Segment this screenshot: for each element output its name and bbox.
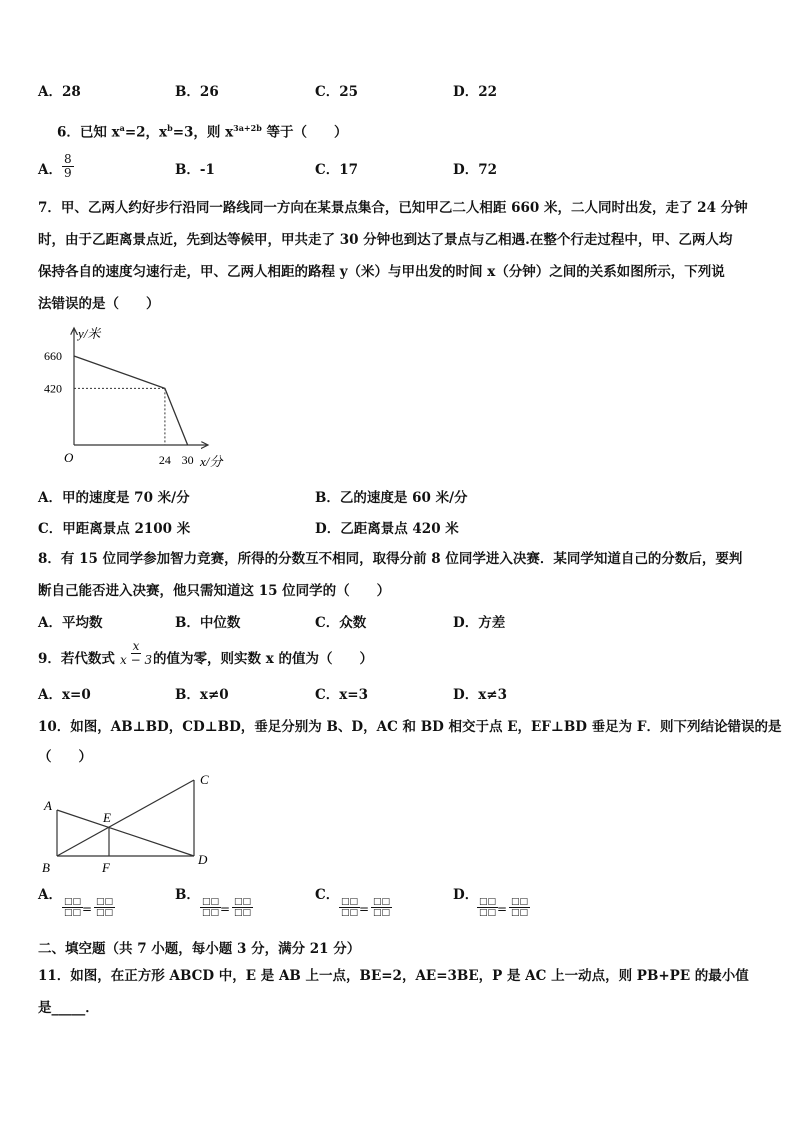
q7-line-series <box>74 356 188 445</box>
q5-option-a: A．28 <box>38 84 81 100</box>
q10-label-f: F <box>102 860 110 875</box>
q7-option-a: A．甲的速度是 70 米/分 <box>38 490 190 506</box>
q7-option-b: B．乙的速度是 60 米/分 <box>315 490 468 506</box>
q9-option-b: B．x≠0 <box>175 687 229 703</box>
q10-option-d-eq: = <box>497 902 508 916</box>
q7-line-3: 保持各自的速度匀速行走，甲、乙两人相距的路程 y（米）与甲出发的时间 x（分钟）之间的关系如图所示，下列说 <box>38 264 725 280</box>
q5-option-c: C．25 <box>315 84 359 100</box>
q7-y-tick-420: 420 <box>44 381 62 396</box>
q6-option-d: D．72 <box>453 162 497 178</box>
q7-option-c: C．甲距离景点 2100 米 <box>38 521 191 537</box>
q6-option-b: B．-1 <box>175 162 215 178</box>
q10-option-a-label: A． <box>38 887 62 903</box>
q10-option-c-eq: = <box>359 902 370 916</box>
q9-option-d: D．x≠3 <box>453 687 507 703</box>
q10-option-d-frac-left: □□ □□ <box>479 897 497 918</box>
q10-option-d-frac-right: □□ □□ <box>511 897 529 918</box>
q7-y-tick-660: 660 <box>44 349 62 363</box>
q7-x-tick-30: 30 <box>181 453 194 467</box>
q7-x-tick-24: 24 <box>158 453 171 467</box>
q10-option-a-frac-right: □□ □□ <box>96 897 114 918</box>
q8-option-b: B．中位数 <box>175 615 241 631</box>
q10-label-b: B <box>42 860 50 875</box>
q10-figure <box>36 770 276 880</box>
q7-line-2: 时，由于乙距离景点近，先到达等候甲，甲共走了 30 分钟也到达了景点与乙相遇.在整个行走过程中，甲、乙两人均 <box>38 232 733 248</box>
q10-label-e: E <box>103 810 111 825</box>
q10-option-d-label: D． <box>453 887 479 903</box>
q10-label-c: C <box>200 772 209 787</box>
q9-stem-pre: 9．若代数式 <box>38 651 115 667</box>
q6-stem: 6．已知 $x^a=2$，$x^b=3$，则 $x^{3a+2b}$ 等于（ ） <box>57 123 348 141</box>
q10-option-a-frac-left: □□ □□ <box>64 897 82 918</box>
q8-line-1: 8．有 15 位同学参加智力竞赛，所得的分数互不相同，取得分前 8 位同学进入决赛．某同学知道自己的分数后，要判 <box>38 551 743 567</box>
section-2-heading: 二、填空题（共 7 小题，每小题 3 分，满分 21 分） <box>38 941 361 957</box>
q10-segment-bc <box>57 780 194 856</box>
q10-option-c-frac-left: □□ □□ <box>341 897 359 918</box>
q7-graph <box>0 0 794 480</box>
q10-option-b-eq: = <box>220 902 231 916</box>
q6-option-c: C．17 <box>315 162 359 178</box>
q10-line-2: （ ） <box>38 749 92 765</box>
q11-line-2: 是_____． <box>38 1000 99 1016</box>
q10-line-1: 10．如图，AB⊥BD，CD⊥BD，垂足分别为 B、D，AC 和 BD 相交于点 E，EF⊥BD 垂足为 F．则下列结论错误的是 <box>38 719 782 735</box>
q9-option-a: A．x=0 <box>38 687 91 703</box>
q5-option-d: D．22 <box>453 84 498 100</box>
q9-stem-post: 的值为零，则实数 x 的值为（ ） <box>153 651 373 667</box>
q7-origin-label: O <box>64 450 74 465</box>
q8-line-2: 断自己能否进入决赛，他只需知道这 15 位同学的（ ） <box>38 583 391 599</box>
q9-fraction: $\frac{x}{x - 3}$ <box>120 639 153 667</box>
q10-option-c-frac-right: □□ □□ <box>373 897 391 918</box>
q8-option-a: A．平均数 <box>38 615 103 631</box>
q10-label-a: A <box>44 798 52 813</box>
q10-option-a-eq: = <box>82 902 93 916</box>
q10-option-c-label: C． <box>315 887 340 903</box>
q6-option-a-fraction: $\frac{8}{9}$ <box>64 152 72 180</box>
q10-option-b-label: B． <box>175 887 200 903</box>
q7-option-d: D．乙距离景点 420 米 <box>315 521 459 537</box>
q7-x-axis-label: x/分 <box>200 454 223 469</box>
q5-option-b: B．26 <box>175 84 219 100</box>
q8-option-c: C．众数 <box>315 615 367 631</box>
q7-y-axis-label: y/米 <box>78 326 101 341</box>
q11-line-1: 11．如图，在正方形 ABCD 中，E 是 AB 上一点，BE=2，AE=3BE，P 是 AC 上一动点，则 PB+PE 的最小值 <box>38 968 749 984</box>
q8-option-d: D．方差 <box>453 615 506 631</box>
q6-option-a-label: A． <box>38 162 62 178</box>
q9-option-c: C．x=3 <box>315 687 368 703</box>
q10-option-b-frac-right: □□ □□ <box>234 897 252 918</box>
q7-line-4: 法错误的是（ ） <box>38 296 160 312</box>
q10-option-b-frac-left: □□ □□ <box>202 897 220 918</box>
q10-label-d: D <box>198 852 208 867</box>
q7-line-1: 7．甲、乙两人约好步行沿同一路线同一方向在某景点集合，已知甲乙二人相距 660 米，二人同时出发，走了 24 分钟 <box>38 200 748 216</box>
q10-segment-ad <box>57 810 194 856</box>
